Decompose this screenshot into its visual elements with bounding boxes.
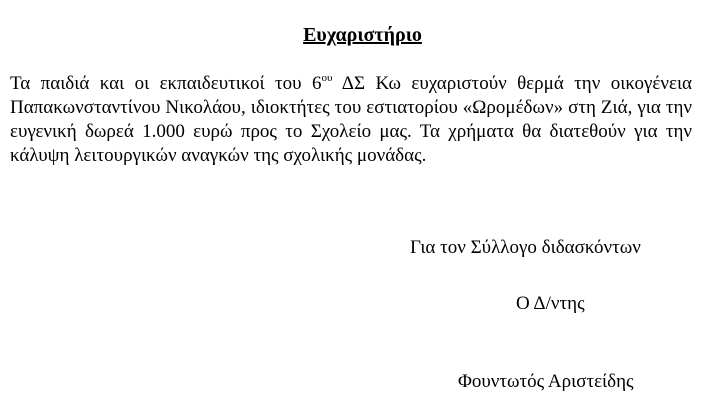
body-text-rest: ΔΣ Κω ευχαριστούν θερμά την οικογένεια Παπακωνσταντίνου Νικολάου, ιδιοκτήτες του εστιατορίου «Ωρομέδων» στη Ζιά, για την ευγενική δωρεά 1.000 ευρώ προς το Σχολείο μας. Τα χρήματα θα διατεθούν για την κάλυψη λειτουργικών αναγκών της σχολικής μονάδας.: [10, 73, 693, 166]
signatory-name: Φουντωτός Αριστείδης: [458, 371, 634, 392]
closing-line: Για τον Σύλλογο διδασκόντων: [410, 237, 641, 258]
signatory-role: Ο Δ/ντης: [516, 293, 585, 314]
body-text-start: Τα παιδιά και οι εκπαιδευτικοί του 6: [10, 73, 322, 94]
ordinal-superscript: ου: [321, 72, 333, 84]
document-title: Ευχαριστήριο: [303, 24, 422, 46]
body-paragraph: [10, 72, 692, 168]
